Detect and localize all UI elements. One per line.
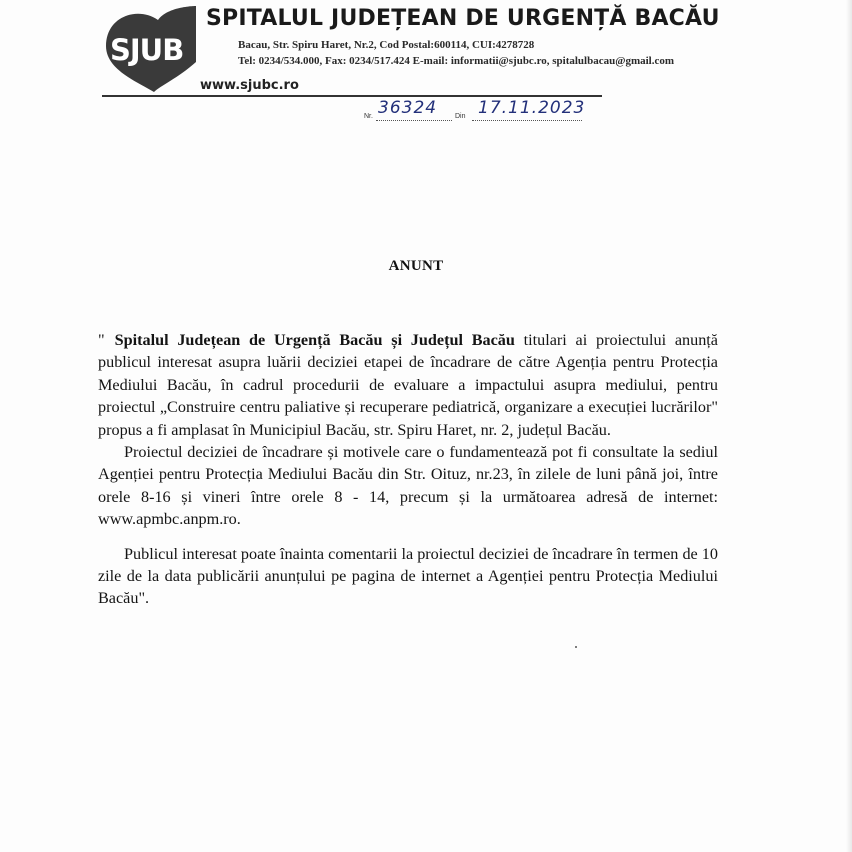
hospital-name: SPITALUL JUDEȚEAN DE URGENȚĂ BACĂU bbox=[206, 6, 720, 31]
paragraph-2: Proiectul deciziei de încadrare și motivele care o fundamentează pot fi consultate la sediul Agenției pentru Protecția Mediului Bacău din Str. Oituz, nr.23, în zilele de luni până joi, între orele 8-16 și vineri între orele 8 - 14, precum și la următoarea adresă de internet: www.apmbc.anpm.ro. bbox=[98, 443, 718, 529]
hospital-logo bbox=[98, 2, 196, 92]
registration-line bbox=[360, 100, 620, 124]
hospital-website: www.sjubc.ro bbox=[200, 78, 299, 93]
paragraph-1 bbox=[98, 329, 718, 441]
registration-din-label: Din bbox=[455, 113, 466, 120]
hospital-address: Bacau, Str. Spiru Haret, Nr.2, Cod Postal:600114, CUI:4278728 bbox=[238, 39, 535, 51]
document-title: ANUNT bbox=[388, 258, 444, 274]
letterhead-divider bbox=[102, 95, 602, 97]
logo-text: SJUB bbox=[110, 33, 184, 67]
hospital-contact: Tel: 0234/534.000, Fax: 0234/517.424 E-mail: informatii@sjubc.ro, spitalulbacau@gmail.com bbox=[238, 55, 675, 67]
letterhead bbox=[98, 2, 728, 100]
scan-edge-shadow bbox=[846, 0, 852, 852]
scan-speck bbox=[575, 646, 577, 648]
registration-number: 36324 bbox=[378, 98, 438, 118]
paragraph-1-text: titulari ai proiectului anunță publicul interesat asupra luării deciziei etapei de încadrare de către Agenția pentru Protecția Mediului Bacău, în cadrul procedurii de evaluare a impactului asupra mediului, pentru proiectul „Construire centru paliative și recuperare pediatrică, organizare a execuției lucrărilor" propus a fi amplasat în Municipiul Bacău, str. Spiru Haret, nr. 2, județul Bacău. bbox=[98, 331, 718, 439]
paragraph-3: Publicul interesat poate înainta comentarii la proiectul deciziei de încadrare în termen de 10 zile de la data publicării anunțului pe pagina de internet a Agenției pentru Protecția Mediului Bacău". bbox=[98, 544, 718, 608]
applicants-name: Spitalul Județean de Urgență Bacău și Județul Bacău bbox=[114, 331, 515, 349]
announcement-body bbox=[98, 329, 718, 610]
registration-date: 17.11.2023 bbox=[478, 98, 586, 118]
registration-date-dots bbox=[472, 120, 582, 121]
registration-number-dots bbox=[376, 120, 452, 121]
registration-nr-label: Nr. bbox=[364, 113, 373, 120]
opening-quote: " bbox=[98, 331, 105, 349]
